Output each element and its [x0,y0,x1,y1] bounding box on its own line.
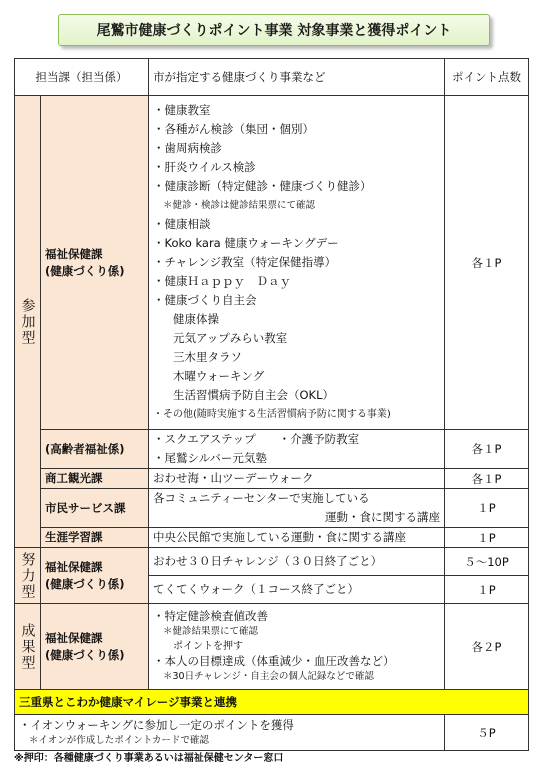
program-list: 各コミュニティーセンターで実施している 運動・食に関する講座 [149,489,445,528]
program-item: おわせ海・山ツーデーウォーク [149,469,445,489]
points-cell: １P [445,528,529,548]
dept-welfare-health: 福祉保健課 (健康づくり係) [41,604,149,690]
points-cell: ５P [445,715,529,751]
dept-welfare-health: 福祉保健課 (健康づくり係) [41,548,149,604]
points-cell: ５〜10P [445,548,529,576]
points-cell: 各１P [445,96,529,430]
table-row [15,430,529,469]
points-cell: 各１P [445,469,529,489]
table-row [15,548,529,576]
table-row [15,604,529,690]
table-row [15,528,529,548]
mileage-heading: 三重県とこわか健康マイレージ事業と連携 [15,690,529,715]
dept-citizen-services: 市民サービス課 [41,489,149,528]
dept-elderly-welfare: (高齢者福祉係) [41,430,149,469]
type-participation: 参加型 [15,96,41,548]
dept-welfare-health: 福祉保健課 (健康づくり係) [41,96,149,430]
points-cell: 各１P [445,430,529,469]
program-table [14,58,529,751]
points-cell: 各２P [445,604,529,690]
program-list: ・イオンウォーキングに参加し一定のポイントを獲得 ＊イオンが作成したポイントカードで確認 [15,715,445,751]
table-row [15,690,529,715]
table-row [15,715,529,751]
header-program: 市が指定する健康づくり事業など [149,59,445,96]
table-row [15,469,529,489]
points-cell: １P [445,489,529,528]
table-row [15,489,529,528]
table-row [15,96,529,430]
page-title: 尾鷲市健康づくりポイント事業 対象事業と獲得ポイント [58,14,490,46]
footnote: ※押印：各種健康づくり事業あるいは福祉保健センター窓口 [14,753,284,764]
header-points: ポイント点数 [445,59,529,96]
dept-commerce-tourism: 商工観光課 [41,469,149,489]
program-list: ・特定健診検査値改善 ＊健診結果票にて確認 ポイントを押す ・本人の目標達成（体重減少・血圧改善など） ＊30日チャレンジ・自主会の個人記録などで確認 [149,604,445,690]
dept-lifelong-learning: 生涯学習課 [41,528,149,548]
header-dept: 担当課（担当係） [15,59,149,96]
table-header-row [15,59,529,96]
points-cell: １P [445,576,529,604]
program-item: 中央公民館で実施している運動・食に関する講座 [149,528,445,548]
program-list: ・スクエアステップ ・介護予防教室 ・尾鷲シルバー元気塾 [149,430,445,469]
type-result: 成果型 [15,604,41,690]
program-item: おわせ３０日チャレンジ（３０日終了ごと） [149,548,445,576]
type-effort: 努力型 [15,548,41,604]
program-list: ・健康教室 ・各種がん検診（集団・個別） ・歯周病検診 ・肝炎ウイルス検診 ・健康診断（特定健診・健康づくり健診） ＊健診・検診は健診結果票にて確認 ・健康相談 ・Koko kara 健康ウォーキングデー ・チャレンジ教室（特定保健指導） ・健康Ｈａｐｐｙ Ｄａｙ ・健康づくり自主会 健康体操 元気アップみらい教室 三木里タラソ 木曜ウォーキング 生活習慣病予防自主会（OKL） ・その他(随時実施する生活習慣病予防に関する事業) [149,96,445,430]
program-item: てくてくウォーク（１コース終了ごと） [149,576,445,604]
